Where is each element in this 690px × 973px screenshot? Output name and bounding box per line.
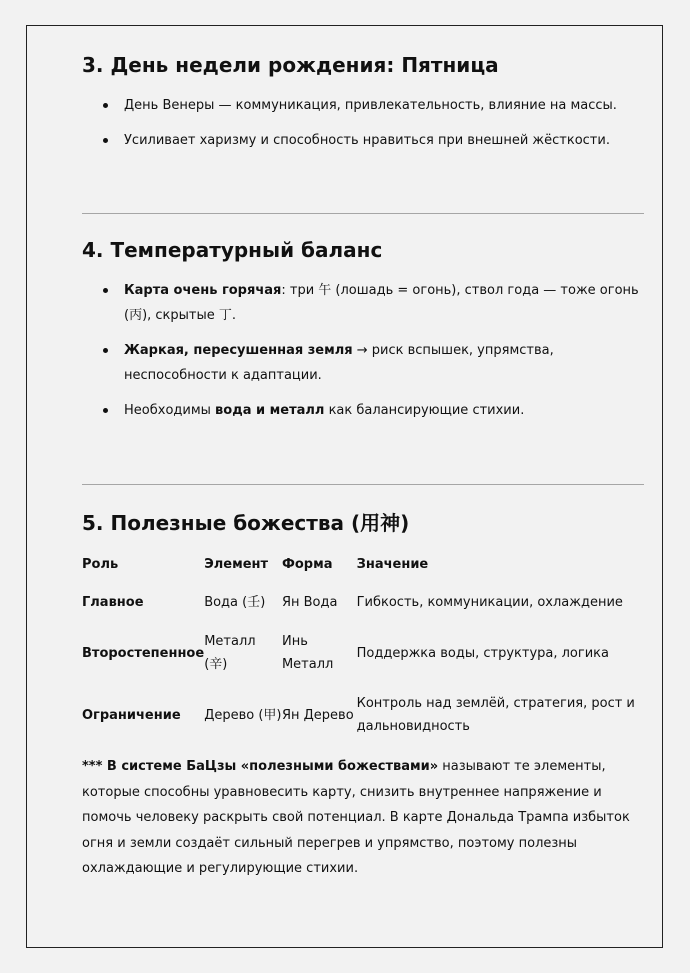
list-item: Усиливает харизму и способность нравиться при внешней жёсткости.: [82, 128, 644, 153]
list-item: [82, 338, 644, 388]
list-item: [82, 278, 644, 328]
table-cell: Ян Дерево: [281, 707, 354, 723]
table-cell: Ограничение: [82, 707, 181, 723]
useful-gods-table: [82, 547, 644, 747]
column-header: Значение: [356, 556, 429, 572]
list-item-text: : три 午 (лошадь = огонь), ствол года — тоже огонь (丙), скрытые 丁.: [124, 283, 639, 323]
bold-text: *** В системе БаЦзы «полезными божествами»: [82, 759, 439, 774]
section-4-list: [82, 278, 644, 423]
bold-text: Карта очень горячая: [124, 283, 282, 298]
table-cell: Второстепенное: [82, 645, 205, 661]
table-header-row: [82, 547, 644, 581]
section-3-list: [82, 93, 644, 153]
table-cell: Инь Металл: [281, 634, 334, 672]
column-header: Роль: [82, 556, 119, 572]
footnote-paragraph: [82, 754, 644, 882]
table-cell: Металл (辛): [204, 634, 256, 672]
section-3-heading: 3. День недели рождения: Пятница: [82, 53, 499, 77]
bold-text: вода и металл: [215, 403, 325, 418]
footnote-text: называют те элементы, которые способны уравновесить карту, снизить внутреннее напряжение и помочь человеку раскрыть свой потенциал. В карте Дональда Трампа избыток огня и земли создаёт сильный перегрев и упрямство, поэтому полезны охлаждающие и регулирующие стихии.: [82, 759, 630, 876]
column-header: Элемент: [204, 556, 269, 572]
section-divider: [82, 213, 644, 214]
table-row: [82, 683, 644, 747]
section-5-heading: 5. Полезные божества (用神): [82, 511, 410, 535]
list-item-text: → риск вспышек, упрямства, неспособности к адаптации.: [124, 343, 554, 383]
table-row: [82, 581, 644, 623]
table-cell: Вода (壬): [204, 594, 266, 610]
table-cell: Поддержка воды, структура, логика: [356, 645, 609, 661]
section-divider: [82, 484, 644, 485]
column-header: Форма: [281, 556, 333, 572]
table-cell: Главное: [82, 594, 144, 610]
list-item: [82, 398, 644, 423]
table-cell: Гибкость, коммуникации, охлаждение: [356, 594, 623, 610]
table-row: [82, 623, 644, 683]
list-item-text: Необходимы: [124, 403, 216, 418]
bold-text: Жаркая, пересушенная земля: [124, 343, 353, 358]
document-page: [26, 25, 663, 948]
table-cell: Контроль над землёй, стратегия, рост и дальновидность: [356, 696, 635, 734]
list-item: День Венеры — коммуникация, привлекательность, влияние на массы.: [82, 93, 644, 118]
section-4-heading: 4. Температурный баланс: [82, 238, 383, 262]
table-cell: Дерево (甲): [204, 707, 282, 723]
list-item-text: как балансирующие стихии.: [324, 403, 525, 418]
table-cell: Ян Вода: [281, 594, 338, 610]
